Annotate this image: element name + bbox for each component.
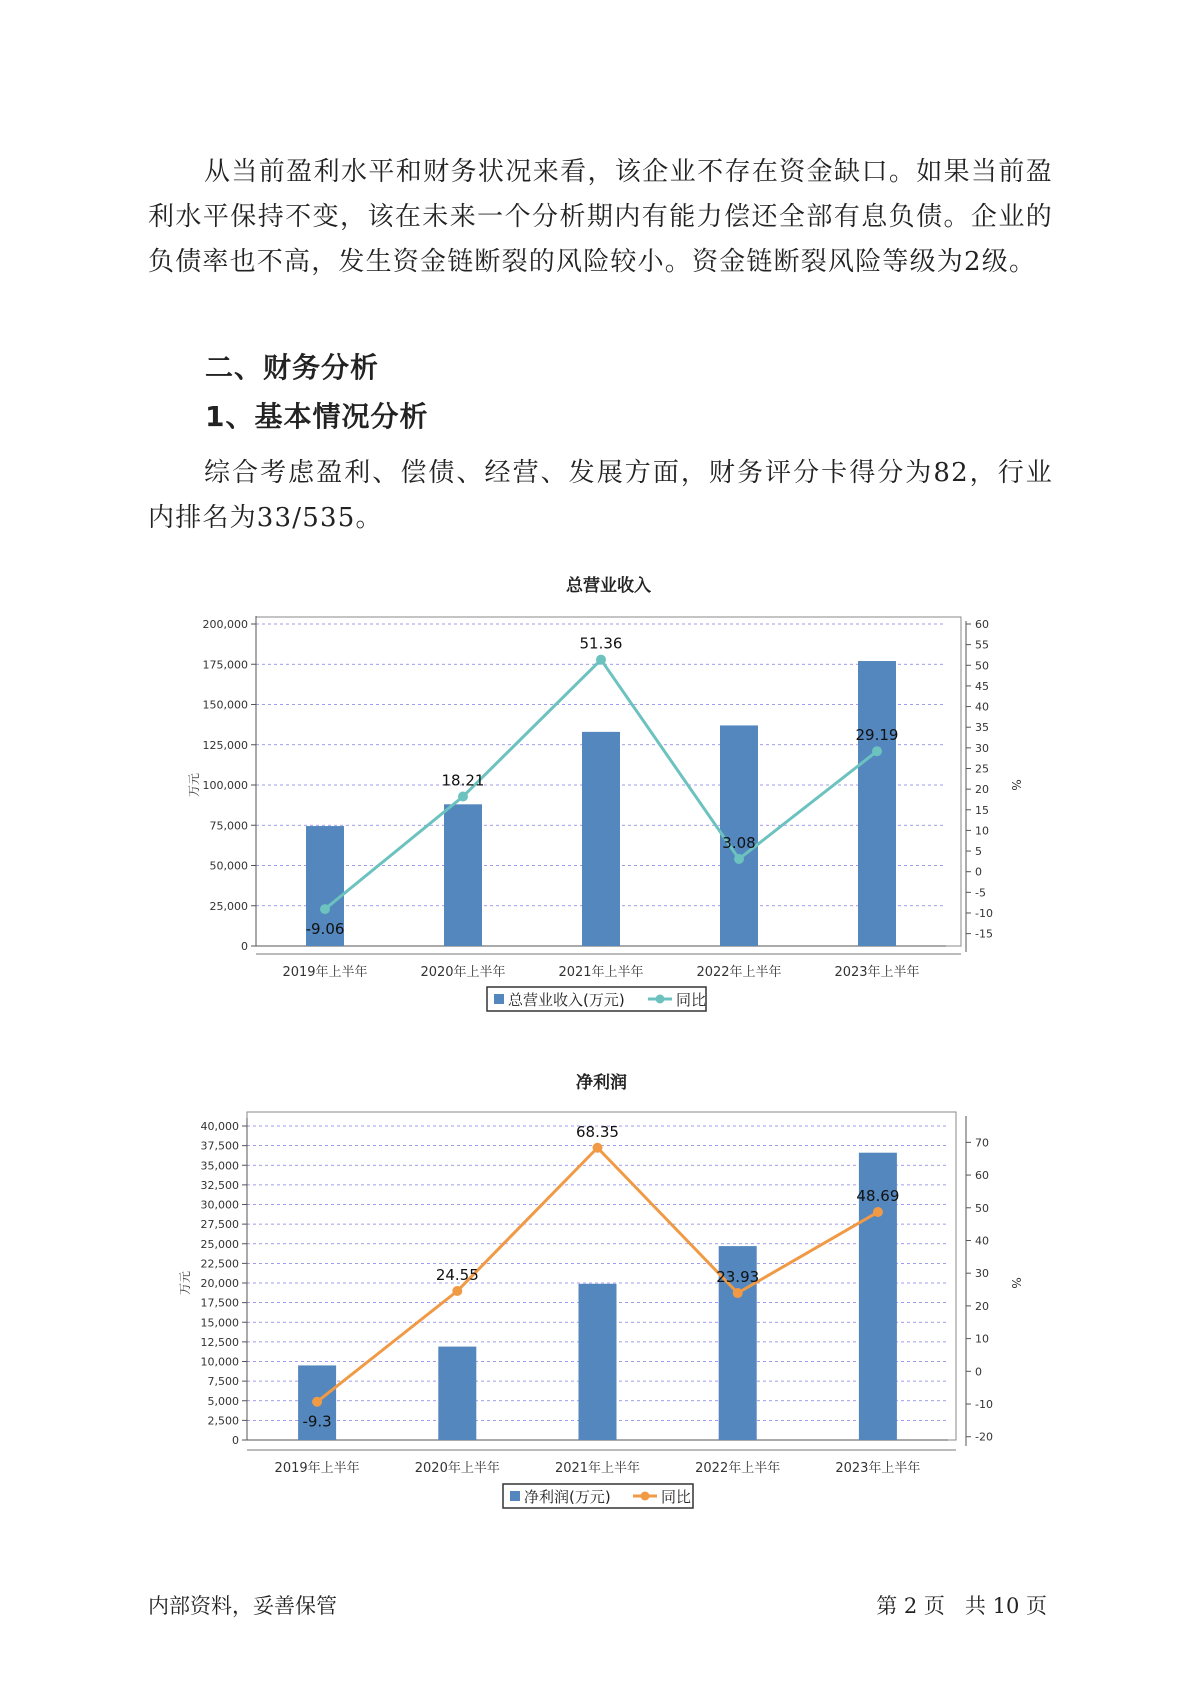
y-tick-label: 150,000 [202,698,248,712]
y-tick-label: 17,500 [200,1296,239,1310]
yoy-data-label: 3.08 [722,833,756,852]
legend-bar-label: 净利润(万元) [524,1488,611,1506]
y2-tick-label: 15 [975,803,989,817]
y2-tick-label: 40 [975,1234,989,1248]
y-tick-label: 125,000 [202,738,248,752]
y2-tick-label: 25 [975,762,989,776]
x-tick-label: 2021年上半年 [558,965,644,980]
yoy-point [452,1286,462,1296]
footer-page-number: 第 2 页 共 10 页 [876,1594,1047,1618]
legend-line-label: 同比 [661,1488,692,1506]
chart-title: 总营业收入 [566,576,651,596]
x-tick-label: 2023年上半年 [835,1461,921,1476]
y-tick-label: 20,000 [200,1277,239,1290]
legend-bar-label: 总营业收入(万元) [508,991,625,1009]
yoy-data-label: 48.69 [856,1187,900,1206]
yoy-data-label: -9.06 [305,920,345,939]
legend-bar-swatch [510,1491,520,1501]
x-tick-label: 2022年上半年 [695,1461,781,1476]
y2-tick-label: -10 [975,1398,993,1412]
chart-title: 净利润 [576,1073,627,1093]
bar [579,1284,617,1440]
y2-tick-label: 70 [975,1136,989,1150]
x-tick-label: 2019年上半年 [274,1461,360,1476]
y-tick-label: 30,000 [200,1198,239,1212]
y2-tick-label: 50 [975,1201,989,1215]
y2-tick-label: 20 [975,1299,989,1313]
y-tick-label: 10,000 [200,1355,239,1369]
y-tick-label: 0 [241,940,248,953]
y-tick-label: 7,500 [207,1375,239,1389]
y2-tick-label: 35 [975,721,989,735]
y2-tick-label: 60 [975,618,989,631]
yoy-data-label: 23.93 [716,1268,760,1287]
yoy-data-label: -9.3 [302,1412,332,1431]
y-tick-label: 40,000 [200,1120,239,1133]
y2-tick-label: -10 [975,906,993,920]
y-axis-label: 万元 [178,1270,192,1296]
y2-tick-label: 45 [975,679,989,693]
y2-tick-label: 10 [975,1332,989,1346]
x-tick-label: 2021年上半年 [554,1461,641,1476]
y-tick-label: 27,500 [200,1218,239,1232]
y-tick-label: 35,000 [200,1159,239,1173]
y2-tick-label: 5 [975,845,982,859]
y-tick-label: 2,500 [207,1414,239,1428]
y2-tick-label: 20 [975,783,989,797]
y2-tick-label: 30 [975,1267,989,1281]
score-paragraph: 综合考虑盈利、偿债、经营、发展方面，财务评分卡得分为82，行业内排名为33/535。 [148,458,1053,533]
x-tick-label: 2019年上半年 [282,965,368,980]
yoy-data-label: 18.21 [441,771,485,790]
y-tick-label: 22,500 [200,1257,239,1271]
x-tick-label: 2023年上半年 [834,965,920,980]
y2-tick-label: 0 [975,1365,982,1379]
x-tick-label: 2020年上半年 [420,965,506,980]
legend-line-label: 同比 [676,991,707,1009]
yoy-point [312,1397,322,1407]
y2-tick-label: 0 [975,865,982,879]
y2-tick-label: 55 [975,638,989,652]
y-tick-label: 37,500 [200,1139,239,1153]
yoy-data-label: 29.19 [855,726,899,745]
y-tick-label: 175,000 [202,658,248,672]
y2-tick-label: 50 [975,659,989,673]
bar [438,1347,476,1440]
y-tick-label: 75,000 [209,819,248,833]
section-heading: 二、财务分析 [205,351,380,384]
yoy-point [593,1143,603,1153]
y2-axis-label: % [1009,779,1023,791]
x-tick-label: 2020年上半年 [414,1461,500,1476]
yoy-point [873,1207,883,1217]
yoy-data-label: 51.36 [579,634,623,653]
y-tick-label: 50,000 [209,859,248,873]
y-tick-label: 5,000 [207,1394,239,1408]
y2-tick-label: 60 [975,1169,989,1183]
subsection-heading: 1、基本情况分析 [205,400,429,433]
y2-tick-label: -5 [975,886,986,900]
y2-tick-label: -20 [975,1430,993,1444]
yoy-data-label: 24.55 [435,1266,479,1285]
y-tick-label: 100,000 [202,779,248,792]
y2-tick-label: 40 [975,700,989,714]
y2-axis-label: % [1009,1277,1023,1289]
y-tick-label: 200,000 [202,618,248,631]
y-axis-label: 万元 [187,772,201,798]
y2-tick-label: -15 [975,927,993,941]
footer-confidential: 内部资料，妥善保管 [148,1594,337,1618]
y2-tick-label: 30 [975,741,989,755]
y-tick-label: 15,000 [200,1316,239,1330]
legend-line-marker [641,1492,650,1501]
y-tick-label: 25,000 [209,899,248,913]
y2-tick-label: 10 [975,824,989,838]
yoy-point [733,1288,743,1298]
y-tick-label: 25,000 [200,1237,239,1251]
y-tick-label: 32,500 [200,1178,239,1192]
y-tick-label: 0 [232,1434,239,1447]
yoy-data-label: 68.35 [576,1122,619,1141]
x-tick-label: 2022年上半年 [696,965,782,980]
y-tick-label: 12,500 [200,1335,239,1349]
summary-paragraph: 从当前盈利水平和财务状况来看，该企业不存在资金缺口。如果当前盈利水平保持不变，该在未来一个分析期内有能力偿还全部有息负债。企业的负债率也不高，发生资金链断裂的风险较小。资金链断裂风险等级为2级。 [148,157,1053,277]
